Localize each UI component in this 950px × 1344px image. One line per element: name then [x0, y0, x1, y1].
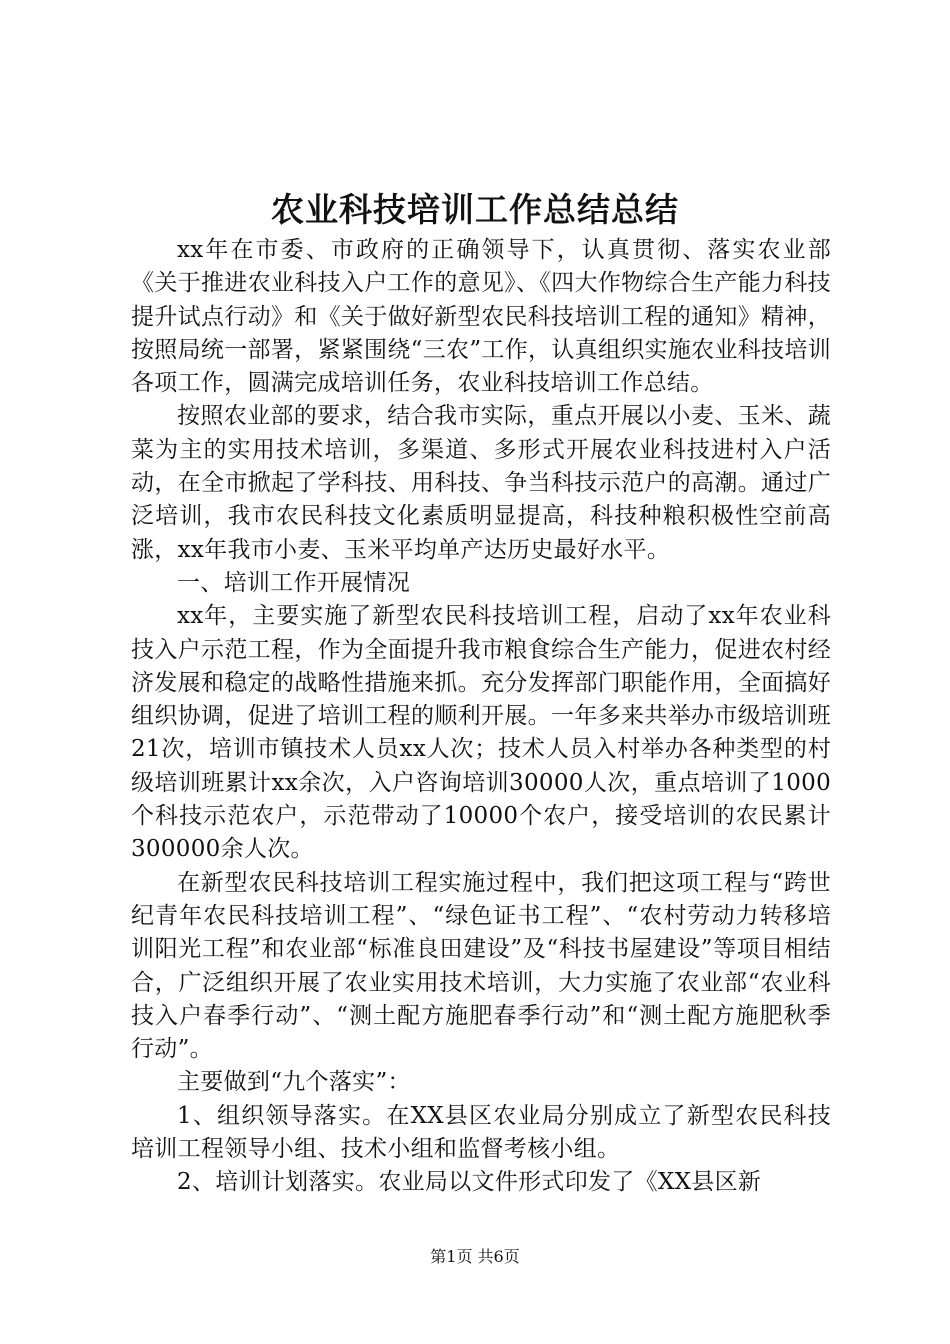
paragraph-implementation: xx年，主要实施了新型农民科技培训工程，启动了xx年农业科技入户示范工程，作为全面提升我市粮食综合生产能力，促进农村经济发展和稳定的战略性措施来抓。充分发挥部门职能作用，全面搞好组织协调，促进了培训工程的顺利开展。一年多来共举办市级培训班21次，培训市镇技术人员xx人次；技术人员入村举办各种类型的村级培训班累计xx余次，入户咨询培训30000人次，重点培训了1000个科技示范农户，示范带动了10000个农户，接受培训的农民累计300000余人次。: [131, 603, 831, 863]
paragraph-intro: xx年在市委、市政府的正确领导下，认真贯彻、落实农业部《关于推进农业科技入户工作的意见》、《四大作物综合生产能力科技提升试点行动》和《关于做好新型农民科技培训工程的通知》精神，按照局统一部署，紧紧围绕“三农”工作，认真组织实施农业科技培训各项工作，圆满完成培训任务，农业科技培训工作总结。: [131, 237, 831, 397]
section-heading: 一、培训工作开展情况: [177, 569, 410, 596]
paragraph-integration: 在新型农民科技培训工程实施过程中，我们把这项工程与“跨世纪青年农民科技培训工程”、“绿色证书工程”、“农村劳动力转移培训阳光工程”和农业部“标准良田建设”及“科技书屋建设”等项目相结合，广泛组织开展了农业实用技术培训，大力实施了农业部“农业科技入户春季行动”、“测土配方施肥春季行动”和“测土配方施肥秋季行动”。: [131, 869, 831, 1063]
paragraph-requirements: 按照农业部的要求，结合我市实际，重点开展以小麦、玉米、蔬菜为主的实用技术培训，多渠道、多形式开展农业科技进村入户活动，在全市掀起了学科技、用科技、争当科技示范户的高潮。通过广泛培训，我市农民科技文化素质明显提高，科技种粮积极性空前高涨，xx年我市小麦、玉米平均单产达历史最好水平。: [131, 403, 831, 563]
page-footer: 第1页 共6页: [430, 1247, 520, 1266]
list-item-plan: 2、培训计划落实。农业局以文件形式印发了《XX县区新: [177, 1169, 762, 1196]
paragraph-nine-items: 主要做到“九个落实”：: [177, 1069, 411, 1096]
list-item-organization: 1、组织领导落实。在XX县区农业局分别成立了新型农民科技培训工程领导小组、技术小组和监督考核小组。: [131, 1102, 831, 1163]
document-body: [131, 234, 831, 1200]
document-title: 农业科技培训工作总结总结: [271, 190, 679, 229]
